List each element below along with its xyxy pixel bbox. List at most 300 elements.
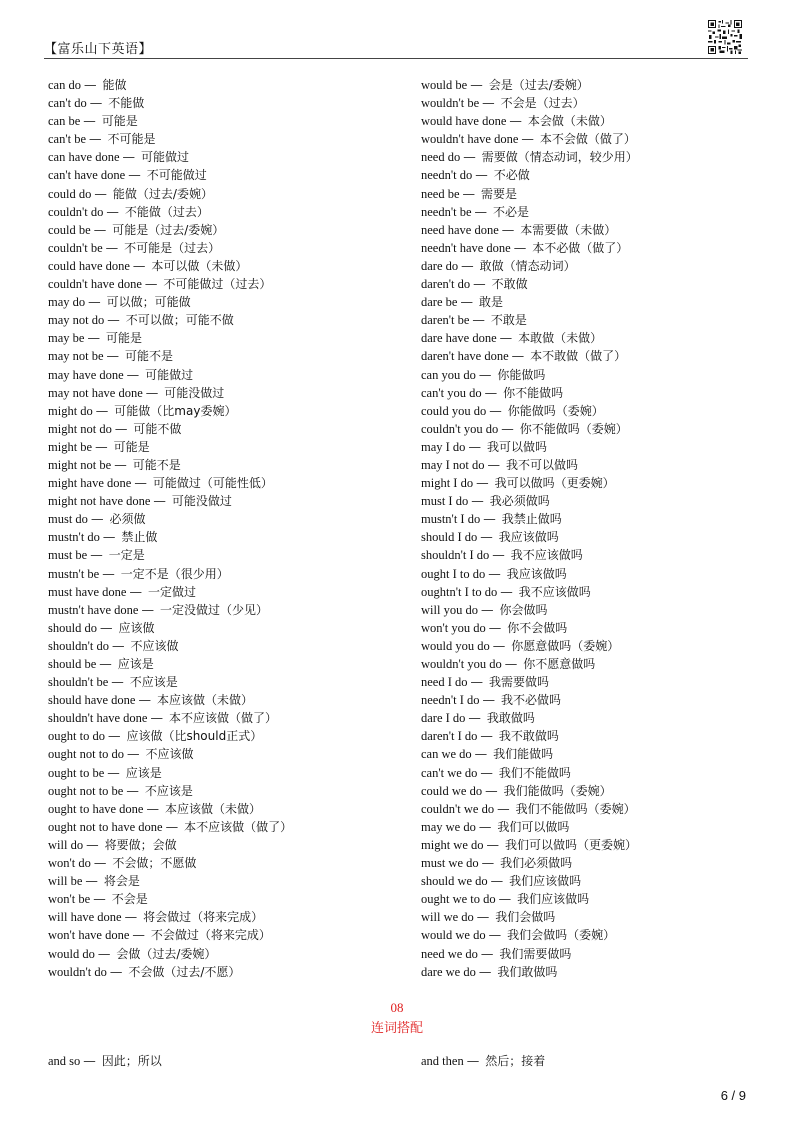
list-item <box>421 782 781 800</box>
dash: — <box>499 330 513 346</box>
phrase-en: wouldn't have done <box>421 132 519 147</box>
phrase-zh: 应该是 <box>117 657 154 671</box>
phrase-en: ought we to do <box>421 892 496 907</box>
list-item <box>48 94 408 112</box>
dash: — <box>476 909 490 925</box>
phrase-en: can we do <box>421 747 472 762</box>
phrase-zh: 需要是 <box>481 186 518 201</box>
page-number: 6 / 9 <box>720 1088 746 1103</box>
phrase-zh: 不可能是（过去） <box>124 240 221 255</box>
phrase-en: would do <box>48 946 95 961</box>
phrase-zh: 你愿意做吗（委婉） <box>511 638 620 653</box>
phrase-en: may not do <box>48 313 105 328</box>
phrase-zh: 应该是 <box>125 765 162 780</box>
dash: — <box>478 366 492 382</box>
dash: — <box>107 312 120 328</box>
phrase-zh: 我可以做吗 <box>486 439 547 454</box>
phrase-en: must do <box>48 512 88 527</box>
dash: — <box>504 656 518 671</box>
dash: — <box>492 547 505 563</box>
dash: — <box>500 583 513 599</box>
phrase-zh: 你不愿意做吗 <box>523 657 596 671</box>
phrase-zh: 一定是 <box>108 548 145 563</box>
phrase-en: can't you do <box>421 385 482 400</box>
phrase-en: couldn't you do <box>421 421 499 436</box>
dash: — <box>480 728 493 744</box>
dash: — <box>111 637 125 653</box>
dash: — <box>126 366 140 382</box>
dash: — <box>488 927 502 943</box>
dash: — <box>473 276 486 292</box>
phrase-zh: 必须做 <box>109 512 146 527</box>
list-item <box>421 872 781 890</box>
dash: — <box>472 312 485 328</box>
list-item <box>421 764 781 782</box>
list-item <box>421 655 781 673</box>
phrase-en: needn't have done <box>421 240 511 255</box>
phrase-zh: 不会做；不愿做 <box>112 856 197 871</box>
phrase-zh: 不应该是 <box>144 783 193 798</box>
phrase-en: will be <box>48 874 83 889</box>
modal-phrases-right-column <box>421 76 781 981</box>
phrase-zh: 不可能是 <box>107 132 156 147</box>
dash: — <box>83 1053 96 1068</box>
dash: — <box>146 800 159 816</box>
dash: — <box>95 438 108 454</box>
phrase-en: may we do <box>421 819 476 834</box>
phrase-en: should have done <box>48 693 136 708</box>
phrase-zh: 不必是 <box>493 204 530 219</box>
phrase-en: can't have done <box>48 168 126 183</box>
list-item <box>48 800 408 818</box>
list-item <box>48 239 408 257</box>
dash: — <box>102 529 116 545</box>
dash: — <box>83 113 96 129</box>
dash: — <box>88 294 101 310</box>
phrase-zh: 不可能做过（过去） <box>163 277 272 292</box>
dash: — <box>93 221 107 237</box>
dash: — <box>481 855 495 871</box>
phrase-zh: 不能做 <box>108 96 145 111</box>
phrase-zh: 本不应该做（做了） <box>184 819 293 834</box>
phrase-zh: 我应该做吗 <box>498 530 559 545</box>
list-item <box>48 347 408 365</box>
phrase-en: couldn't be <box>48 240 103 255</box>
dash: — <box>153 493 166 509</box>
list-item <box>48 926 408 944</box>
list-item <box>48 655 408 673</box>
dash: — <box>485 782 498 798</box>
phrase-zh: 敢做（情态动词） <box>479 258 576 273</box>
phrase-zh: 需要做（情态动词，较少用） <box>481 150 638 165</box>
dash: — <box>501 420 514 436</box>
list-item <box>48 872 408 890</box>
dash: — <box>475 167 488 183</box>
phrase-zh: 应该做 <box>118 620 155 635</box>
phrase-en: dare I do <box>421 711 466 726</box>
phrase-en: may I not do <box>421 457 485 472</box>
phrase-en: need we do <box>421 946 478 961</box>
phrase-en: daren't have done <box>421 349 509 364</box>
dash: — <box>86 836 99 852</box>
list-item <box>421 601 781 619</box>
list-item <box>48 456 408 474</box>
phrase-en: needn't be <box>421 204 472 219</box>
list-item <box>48 76 408 94</box>
dash: — <box>134 475 147 491</box>
phrase-en: may not have done <box>48 385 143 400</box>
phrase-zh: 敢是 <box>478 295 503 310</box>
phrase-en: dare be <box>421 295 458 310</box>
phrase-en: will we do <box>421 910 474 925</box>
list-item <box>421 963 781 981</box>
list-item <box>421 203 781 221</box>
phrase-en: couldn't have done <box>48 277 142 292</box>
list-item <box>48 438 408 456</box>
list-item <box>421 890 781 908</box>
list-item <box>48 221 408 239</box>
phrase-zh: 我们不能做吗 <box>498 765 571 780</box>
phrase-zh: 不应该做 <box>145 747 194 762</box>
dash: — <box>480 764 493 780</box>
phrase-en: need have done <box>421 222 499 237</box>
phrase-en: should be <box>48 657 97 671</box>
list-item <box>48 764 408 782</box>
phrase-en: ought not to have done <box>48 819 163 834</box>
list-item <box>48 565 408 583</box>
dash: — <box>129 583 142 599</box>
dash: — <box>460 294 473 310</box>
list-item <box>48 546 408 564</box>
list-item <box>48 945 408 963</box>
phrase-en: won't do <box>48 856 91 871</box>
phrase-en: could be <box>48 222 91 237</box>
dash: — <box>483 511 496 527</box>
phrase-en: couldn't we do <box>421 801 495 816</box>
phrase-zh: 我们能做吗 <box>493 747 554 762</box>
list-item <box>48 185 408 203</box>
list-item <box>421 148 781 166</box>
phrase-zh: 本应该做（未做） <box>156 693 253 708</box>
phrase-zh: 不敢做 <box>491 277 528 292</box>
phrase-zh: 可能做过 <box>141 150 190 165</box>
list-item <box>421 311 781 329</box>
dash: — <box>99 619 113 635</box>
phrase-zh: 我们应该做吗 <box>517 892 590 907</box>
list-item <box>48 275 408 293</box>
phrase-zh: 我们可以做吗 <box>497 819 570 834</box>
phrase-en: would have done <box>421 114 507 129</box>
phrase-zh: 会做（过去/委婉） <box>116 946 217 961</box>
phrase-en: can have done <box>48 150 120 165</box>
phrase-zh: 我们可以做吗（更委婉） <box>505 837 638 852</box>
phrase-en: should we do <box>421 874 488 889</box>
phrase-en: might be <box>48 439 93 454</box>
phrase-zh: 你能做吗（委婉） <box>507 403 604 418</box>
phrase-en: won't be <box>48 892 91 907</box>
list-item <box>48 366 408 384</box>
dash: — <box>470 674 484 690</box>
dash: — <box>471 493 484 509</box>
list-item <box>421 619 781 637</box>
list-item <box>48 257 408 275</box>
phrase-zh: 不会做（过去/不愿） <box>128 964 241 979</box>
phrase-zh: 我不敢做吗 <box>498 729 559 744</box>
phrase-en: would you do <box>421 638 490 653</box>
list-item <box>48 1052 162 1069</box>
list-item <box>421 745 781 763</box>
dash: — <box>150 710 163 726</box>
list-item <box>48 402 408 420</box>
phrase-en: may do <box>48 295 86 310</box>
dash: — <box>107 728 121 744</box>
list-item <box>421 908 781 926</box>
phrase-zh: 我们会做吗 <box>495 910 556 925</box>
list-item <box>421 1052 545 1069</box>
dash: — <box>111 674 124 690</box>
phrase-en: wouldn't be <box>421 96 480 111</box>
list-item <box>48 709 408 727</box>
phrase-zh: 能做 <box>102 78 127 92</box>
phrase-en: shouldn't have done <box>48 711 148 726</box>
list-item <box>421 329 781 347</box>
list-item <box>421 583 781 601</box>
dash: — <box>461 257 474 273</box>
dash: — <box>482 95 495 111</box>
list-item <box>48 691 408 709</box>
dash: — <box>511 348 525 364</box>
phrase-en: shouldn't be <box>48 675 109 690</box>
list-item <box>421 239 781 257</box>
phrase-en: need be <box>421 186 460 201</box>
dash: — <box>122 149 135 165</box>
phrase-zh: 可能是 <box>113 439 150 454</box>
list-item <box>421 565 781 583</box>
phrase-zh: 本应该做（未做） <box>164 801 261 816</box>
phrase-en: wouldn't do <box>48 964 107 979</box>
phrase-en: might do <box>48 403 93 418</box>
list-item <box>421 130 781 148</box>
phrase-zh: 因此；所以 <box>101 1054 162 1068</box>
dash: — <box>90 547 103 563</box>
phrase-zh: 可能是（过去/委婉） <box>112 222 225 237</box>
phrase-zh: 可能没做过 <box>164 385 225 400</box>
phrase-en: dare we do <box>421 964 476 979</box>
phrase-zh: 我不应该做吗 <box>510 548 583 563</box>
header-divider <box>44 58 748 59</box>
phrase-en: ought to have done <box>48 801 144 816</box>
phrase-zh: 我们敢做吗 <box>497 964 558 979</box>
phrase-zh: 禁止做 <box>121 530 158 545</box>
dash: — <box>107 764 120 780</box>
list-item <box>421 945 781 963</box>
phrase-zh: 不可能做过 <box>146 168 207 183</box>
dash: — <box>132 927 145 943</box>
phrase-en: should do <box>48 620 97 635</box>
dash: — <box>85 873 98 889</box>
list-item <box>48 673 408 691</box>
list-item <box>48 384 408 402</box>
dash: — <box>492 637 506 653</box>
phrase-zh: 可能是 <box>105 331 142 346</box>
dash: — <box>486 836 499 852</box>
phrase-zh: 我可以做吗（更委婉） <box>494 476 615 491</box>
list-item <box>421 800 781 818</box>
phrase-zh: 你会做吗 <box>499 602 548 617</box>
list-item <box>48 619 408 637</box>
list-item <box>48 601 408 619</box>
dash: — <box>90 511 104 527</box>
phrase-zh: 不能做（过去） <box>124 204 209 219</box>
phrase-en: will you do <box>421 602 478 617</box>
dash: — <box>474 203 487 219</box>
phrase-en: need do <box>421 150 461 165</box>
phrase-en: mustn't I do <box>421 512 481 527</box>
phrase-en: could we do <box>421 783 483 798</box>
list-item <box>421 456 781 474</box>
phrase-en: might not do <box>48 421 112 436</box>
list-item <box>421 166 781 184</box>
qr-code-icon <box>708 20 742 54</box>
phrase-zh: 可能不做 <box>133 421 182 436</box>
phrase-en: would be <box>421 78 468 92</box>
phrase-zh: 你不能做吗（委婉） <box>519 421 628 436</box>
phrase-en: ought to do <box>48 729 105 744</box>
phrase-zh: 你不能做吗 <box>503 385 564 400</box>
dash: — <box>521 131 534 147</box>
dash: — <box>93 855 107 871</box>
list-item <box>421 818 781 836</box>
phrase-zh: 能做（过去/委婉） <box>112 186 213 201</box>
list-item <box>421 528 781 546</box>
dash: — <box>488 619 502 635</box>
phrase-zh: 本可以做（未做） <box>151 258 248 273</box>
phrase-zh: 我需要做吗 <box>489 675 550 690</box>
phrase-zh: 可能是 <box>101 114 138 129</box>
phrase-zh: 可能做过（可能性低） <box>152 476 273 491</box>
phrase-zh: 不会是 <box>111 892 148 907</box>
dash: — <box>462 185 476 201</box>
phrase-en: may have done <box>48 367 124 382</box>
phrase-zh: 本会做（未做） <box>527 114 612 129</box>
dash: — <box>482 692 495 708</box>
phrase-en: mustn't be <box>48 566 100 581</box>
phrase-zh: 我应该做吗 <box>506 566 567 581</box>
phrase-en: must be <box>48 548 88 563</box>
phrase-en: daren't do <box>421 277 471 292</box>
phrase-en: dare do <box>421 258 459 273</box>
dash: — <box>99 656 112 671</box>
phrase-en: daren't I do <box>421 729 478 744</box>
phrase-en: could have done <box>48 258 130 273</box>
phrase-en: won't you do <box>421 620 486 635</box>
phrase-zh: 我不必做吗 <box>500 693 561 708</box>
phrase-en: should I do <box>421 530 478 545</box>
phrase-en: and so <box>48 1054 81 1068</box>
list-item <box>48 166 408 184</box>
dash: — <box>124 909 138 925</box>
list-item <box>48 112 408 130</box>
phrase-zh: 可能没做过 <box>171 494 232 509</box>
list-item <box>421 438 781 456</box>
list-item <box>48 474 408 492</box>
dash: — <box>144 276 158 292</box>
dash: — <box>489 402 502 418</box>
phrase-zh: 本不敢做（做了） <box>530 349 627 364</box>
dash: — <box>497 800 510 816</box>
phrase-en: would we do <box>421 928 486 943</box>
phrase-en: ought to be <box>48 765 105 780</box>
phrase-en: will have done <box>48 910 122 925</box>
list-item <box>421 727 781 745</box>
phrase-en: mustn't do <box>48 530 100 545</box>
list-item <box>48 782 408 800</box>
list-item <box>421 221 781 239</box>
list-item <box>421 854 781 872</box>
list-item <box>48 130 408 148</box>
phrase-en: can't do <box>48 96 87 111</box>
phrase-en: must have done <box>48 584 127 599</box>
phrase-en: couldn't do <box>48 204 104 219</box>
dash: — <box>95 402 109 418</box>
dash: — <box>480 601 494 617</box>
phrase-zh: 不应该做 <box>130 638 179 653</box>
list-item <box>48 854 408 872</box>
section-number: 08 <box>390 1000 404 1015</box>
phrase-zh: 我们应该做吗 <box>509 874 582 889</box>
dash: — <box>83 77 97 92</box>
phrase-en: oughtn't I to do <box>421 584 498 599</box>
phrase-zh: 应该做（比should正式） <box>126 729 263 744</box>
dash: — <box>474 746 488 762</box>
list-item <box>48 890 408 908</box>
phrase-zh: 你不会做吗 <box>507 620 568 635</box>
dash: — <box>97 945 111 961</box>
list-item <box>48 528 408 546</box>
list-item <box>421 691 781 709</box>
list-item <box>421 510 781 528</box>
phrase-zh: 将会做过（将来完成） <box>143 910 264 925</box>
phrase-en: need I do <box>421 675 468 690</box>
phrase-en: can you do <box>421 367 476 382</box>
list-item <box>48 818 408 836</box>
phrase-en: can be <box>48 114 81 129</box>
phrase-en: could you do <box>421 403 487 418</box>
phrase-zh: 一定不是（很少用） <box>120 566 229 581</box>
phrase-en: dare have done <box>421 331 497 346</box>
phrase-en: mustn't have done <box>48 602 139 617</box>
list-item <box>421 275 781 293</box>
phrase-en: and then <box>421 1054 464 1068</box>
phrase-en: ought not to be <box>48 783 124 798</box>
dash: — <box>478 963 492 979</box>
section-title: 连词搭配 <box>370 1021 423 1036</box>
dash: — <box>470 77 483 92</box>
phrase-zh: 可以做；可能做 <box>106 295 191 310</box>
phrase-en: could do <box>48 186 92 201</box>
phrase-en: may I do <box>421 439 466 454</box>
list-item <box>421 347 781 365</box>
phrase-en: daren't be <box>421 313 470 328</box>
list-item <box>48 148 408 166</box>
phrase-zh: 我们会做吗（委婉） <box>507 928 616 943</box>
phrase-zh: 一定没做过（少见） <box>159 602 268 617</box>
dash: — <box>463 149 476 165</box>
dash: — <box>488 565 501 581</box>
list-item <box>48 420 408 438</box>
dash: — <box>109 963 123 979</box>
phrase-en: might I do <box>421 476 474 491</box>
